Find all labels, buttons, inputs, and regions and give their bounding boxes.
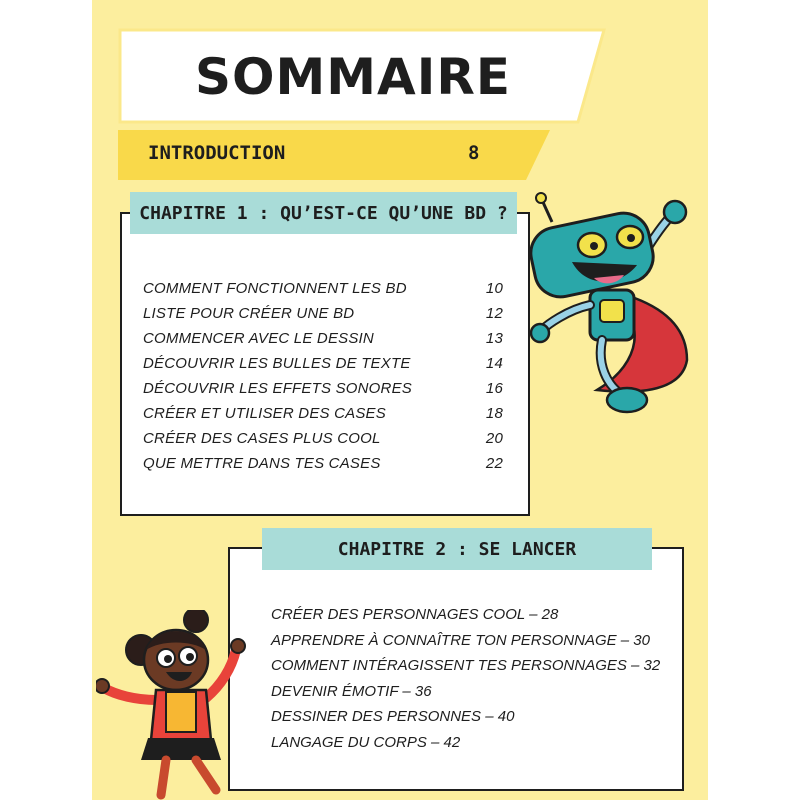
toc-row[interactable] [143, 426, 503, 451]
toc-row-page: 13 [485, 330, 503, 347]
intro-page-number: 8 [468, 142, 480, 164]
girl-character-illustration [96, 610, 266, 800]
toc-row[interactable]: DEVENIR ÉMOTIF – 36 [271, 682, 432, 700]
page-title: SOMMAIRE [195, 48, 511, 106]
toc-row-page: 10 [485, 280, 503, 297]
toc-row-page: 12 [485, 305, 503, 322]
toc-row[interactable]: DESSINER DES PERSONNES – 40 [271, 708, 515, 725]
intro-row[interactable] [118, 130, 550, 180]
toc-row[interactable] [143, 351, 503, 376]
toc-row-page: 16 [485, 380, 503, 397]
toc-row[interactable] [143, 326, 503, 351]
toc-row[interactable] [143, 301, 503, 326]
toc-row[interactable] [143, 401, 503, 426]
toc-row-label: QUE METTRE DANS TES CASES [143, 455, 381, 472]
toc-row-page: 18 [485, 405, 503, 422]
toc-row-label: CRÉER DES CASES PLUS COOL [143, 430, 381, 447]
toc-row-label: COMMENCER AVEC LE DESSIN [143, 330, 374, 347]
toc-row[interactable]: CRÉER DES PERSONNAGES COOL – 28 [271, 606, 559, 623]
chapter1-heading: CHAPITRE 1 : QU’EST-CE QU’UNE BD ? [130, 192, 517, 234]
toc-row[interactable] [143, 451, 503, 476]
toc-row[interactable]: COMMENT INTÉRAGISSENT TES PERSONNAGES – 32 [271, 657, 661, 674]
toc-row[interactable]: APPRENDRE À CONNAÎTRE TON PERSONNAGE – 30 [271, 631, 650, 649]
toc-row[interactable] [143, 376, 503, 401]
toc-row-label: COMMENT FONCTIONNENT LES BD [143, 280, 407, 297]
toc-row-label: DÉCOUVRIR LES BULLES DE TEXTE [143, 355, 411, 372]
title-panel [118, 28, 606, 124]
toc-row[interactable]: LANGAGE DU CORPS – 42 [271, 733, 461, 751]
toc-row-page: 20 [485, 430, 503, 447]
chapter1-list [143, 276, 503, 476]
toc-row-label: CRÉER ET UTILISER DES CASES [143, 405, 386, 422]
toc-row-label: LISTE POUR CRÉER UNE BD [143, 305, 355, 322]
robot-superhero-illustration [512, 190, 697, 420]
toc-row-page: 14 [485, 355, 503, 372]
toc-row-page: 22 [485, 455, 503, 472]
toc-row-label: DÉCOUVRIR LES EFFETS SONORES [143, 380, 412, 397]
toc-row[interactable] [143, 276, 503, 301]
intro-label: INTRODUCTION [148, 142, 286, 164]
chapter2-heading: CHAPITRE 2 : SE LANCER [262, 528, 652, 570]
chapter2-list [271, 606, 671, 759]
